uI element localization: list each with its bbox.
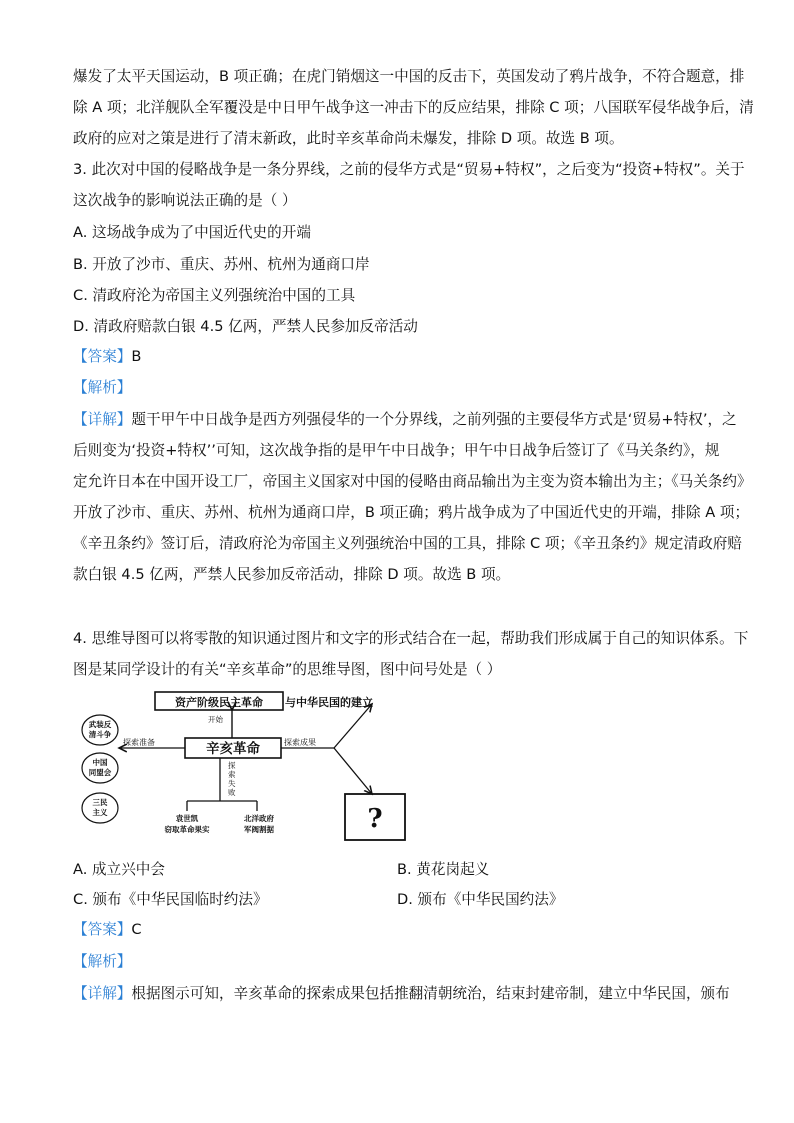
option-d: D. 颁布《中华民国约法》	[397, 891, 564, 908]
analysis-tag: 【解析】	[73, 379, 132, 396]
detail-tag: 【详解】	[73, 411, 132, 428]
option-a: A. 成立兴中会	[73, 861, 165, 878]
text-line: 爆发了太平天国运动，B 项正确；在虎门销烟这一中国的反击下，英国发动了鸦片战争，不符合题意，排	[73, 68, 745, 85]
detail-line: 开放了沙市、重庆、苏州、杭州为通商口岸，B 项正确；鸦片战争成为了中国近代史的开端，排除 A 项；	[73, 504, 750, 521]
bottom-right-label-1: 北洋政府	[244, 814, 274, 823]
text-line: 政府的应对之策是进行了清末新政，此时辛亥革命尚未爆发，排除 D 项。故选 B 项。	[73, 130, 624, 147]
left-label: 探索准备	[123, 738, 155, 747]
detail-text: 题干甲午中日战争是西方列强侵华的一个分界线，之前列强的主要侵华方式是‘贸易+特权’，之	[131, 411, 737, 428]
detail-line: 《辛丑条约》签订后，清政府沦为帝国主义列强统治中国的工具，排除 C 项；《辛丑条约》规定清政府赔	[73, 535, 742, 552]
detail-text: 根据图示可知，辛亥革命的探索成果包括推翻清朝统治，结束封建帝制，建立中华民国，颁布	[131, 985, 730, 1002]
question-4-stem: 4. 思维导图可以将零散的知识通过图片和文字的形式结合在一起，帮助我们形成属于自己的知识体系。下	[73, 630, 749, 647]
bottom-left-label-1: 袁世凯	[175, 814, 199, 823]
detail-tag: 【详解】	[73, 985, 132, 1002]
bottom-left-label-2: 窃取革命果实	[164, 825, 210, 834]
svg-text:同盟会: 同盟会	[88, 768, 112, 777]
answer-line	[73, 347, 141, 367]
option-b: B. 黄花岗起义	[397, 861, 490, 878]
center-label: 辛亥革命	[206, 741, 260, 757]
analysis-tag: 【解析】	[73, 953, 132, 970]
circle-1-label: 武装反	[88, 720, 112, 729]
option-c: C. 清政府沦为帝国主义列强统治中国的工具	[73, 287, 356, 304]
answer-tag: 【答案】	[73, 921, 132, 938]
question-4-stem: 图是某同学设计的有关“辛亥革命”的思维导图，图中问号处是（ ）	[73, 661, 502, 678]
detail-line	[73, 984, 730, 1004]
bottom-right-label-2: 军阀割据	[244, 825, 274, 834]
answer-line	[73, 920, 142, 940]
mind-map-diagram	[72, 684, 412, 854]
circle-2-label: 中国	[92, 758, 108, 767]
option-d: D. 清政府赔款白银 4.5 亿两，严禁人民参加反帝活动	[73, 318, 418, 335]
top-box-label: 资产阶级民主革命	[175, 696, 263, 709]
svg-text:清斗争: 清斗争	[88, 730, 112, 739]
top-suffix-label: 与中华民国的建立	[285, 696, 373, 709]
start-label: 开始	[208, 715, 223, 724]
svg-text:索: 索	[228, 770, 236, 779]
svg-text:失: 失	[228, 779, 236, 788]
question-3-stem: 这次战争的影响说法正确的是（ ）	[73, 192, 297, 209]
answer-tag: 【答案】	[73, 348, 132, 365]
circle-3-label: 三民	[92, 798, 108, 807]
svg-text:主义: 主义	[92, 808, 108, 817]
answer-value: C	[131, 921, 142, 938]
detail-line: 后则变为‘投资+特权’’可知，这次战争指的是甲午中日战争；甲午中日战争后签订了《马关条约》，规	[73, 442, 720, 459]
option-a: A. 这场战争成为了中国近代史的开端	[73, 224, 311, 241]
detail-line	[73, 410, 737, 430]
option-b: B. 开放了沙市、重庆、苏州、杭州为通商口岸	[73, 256, 370, 273]
down-label: 探	[228, 761, 236, 770]
question-mark: ?	[367, 804, 383, 834]
svg-text:败: 败	[228, 788, 236, 797]
detail-line: 款白银 4.5 亿两，严禁人民参加反帝活动，排除 D 项。故选 B 项。	[73, 566, 511, 583]
detail-line: 定允许日本在中国开设工厂，帝国主义国家对中国的侵略由商品输出为主变为资本输出为主；《马关条约》	[73, 473, 752, 490]
answer-value: B	[131, 348, 142, 365]
right-label: 探索成果	[284, 738, 316, 747]
option-c: C. 颁布《中华民国临时约法》	[73, 891, 268, 908]
text-line: 除 A 项；北洋舰队全军覆没是中日甲午战争这一冲击下的反应结果，排除 C 项；八国联军侵华战争后，清	[73, 99, 754, 116]
question-3-stem: 3. 此次对中国的侵略战争是一条分界线，之前的侵华方式是“贸易+特权”，之后变为“投资+特权”。关于	[73, 161, 745, 178]
